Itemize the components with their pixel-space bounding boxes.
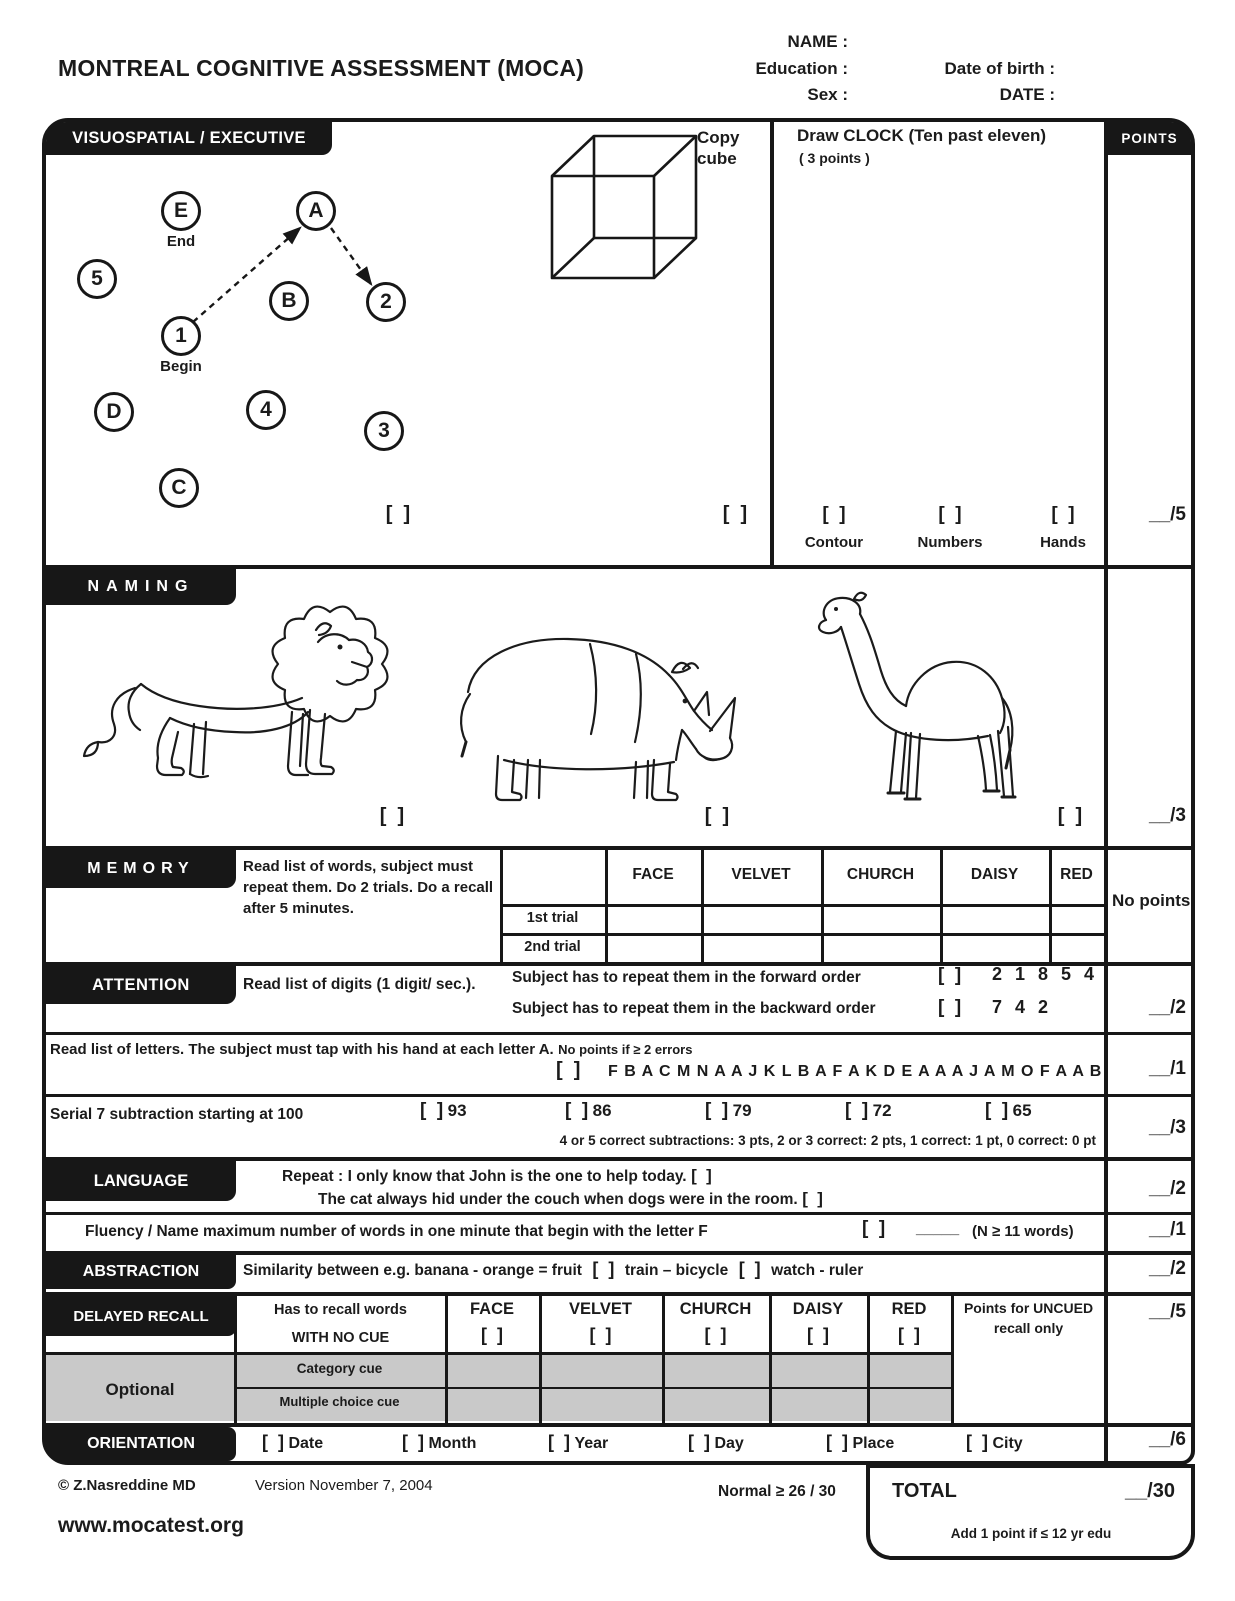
section-visuospatial-label: VISUOSPATIAL / EXECUTIVE: [46, 122, 332, 155]
recall-table-line: [234, 1387, 954, 1389]
section-orientation-label: ORIENTATION: [46, 1427, 236, 1461]
repeat-sentence-2-bracket[interactable]: [ ]: [802, 1189, 823, 1208]
name-field-label[interactable]: NAME :: [787, 32, 848, 51]
date-field-label[interactable]: DATE :: [999, 85, 1055, 104]
orientation-day-label: Day: [714, 1435, 744, 1452]
trail-node-label: 4: [260, 398, 272, 421]
serial7-value: 86: [592, 1101, 612, 1120]
serial7-bracket[interactable]: [ ]: [420, 1100, 444, 1121]
trail-begin-label: Begin: [160, 358, 202, 375]
dob-field-label[interactable]: Date of birth :: [944, 59, 1055, 78]
repeat-prefix: Repeat :: [282, 1168, 344, 1185]
backward-order-bracket[interactable]: [ ]: [938, 997, 962, 1018]
recall-word-face: FACE: [469, 1300, 514, 1318]
memory-trial1-label: 1st trial: [526, 910, 579, 926]
orientation-item-year: [548, 1432, 608, 1453]
memory-word-church: CHURCH: [846, 866, 915, 883]
copy-cube-label: Copy cube: [697, 128, 740, 169]
sex-field-label[interactable]: Sex :: [807, 85, 848, 104]
trail-score-bracket[interactable]: [ ]: [385, 503, 411, 525]
lion-drawing: [56, 590, 428, 805]
trail-end-label: End: [166, 233, 196, 250]
section-language-label: LANGUAGE: [46, 1161, 236, 1201]
serial7-item: [845, 1100, 892, 1122]
similarity-pair1: train – bicycle: [624, 1262, 729, 1279]
points-column-header: POINTS: [1108, 122, 1191, 155]
page-title: MONTREAL COGNITIVE ASSESSMENT (MOCA): [58, 55, 584, 81]
serial7-value: 72: [872, 1101, 892, 1120]
similarity-pair2-bracket[interactable]: [ ]: [738, 1259, 761, 1279]
recall-table-line: [46, 1352, 954, 1355]
similarity-pair2: watch - ruler: [771, 1262, 864, 1279]
memory-word-daisy: DAISY: [970, 866, 1019, 883]
cube-drawing: [540, 128, 700, 280]
fluency-criterion-note: (N ≥ 11 words): [972, 1223, 1074, 1240]
serial7-item: [705, 1100, 752, 1122]
trail-node-1[interactable]: [161, 316, 201, 356]
trail-node-B[interactable]: [269, 281, 309, 321]
serial7-value: 79: [732, 1101, 752, 1120]
trail-node-label: 1: [175, 324, 187, 347]
website-link[interactable]: www.mocatest.org: [58, 1514, 244, 1537]
education-field-label[interactable]: Education :: [755, 59, 848, 78]
points-column-divider: [1104, 122, 1108, 1461]
memory-trial2-label: 2nd trial: [524, 939, 581, 955]
serial7-bracket[interactable]: [ ]: [985, 1100, 1009, 1121]
recall-instruction-line2: WITH NO CUE: [291, 1330, 390, 1346]
memory-table-line: [821, 846, 824, 962]
similarity-pair1-bracket[interactable]: [ ]: [592, 1259, 615, 1279]
trail-node-label: 2: [380, 290, 392, 313]
memory-table-line: [500, 904, 1104, 907]
orientation-score-field[interactable]: __/6: [1149, 1429, 1186, 1450]
section-attention-label: ATTENTION: [46, 966, 236, 1004]
recall-church-bracket[interactable]: [ ]: [704, 1325, 727, 1345]
serial7-score-field[interactable]: __/3: [1149, 1117, 1186, 1138]
trail-node-5[interactable]: [77, 259, 117, 299]
clock-hands-label: Hands: [1040, 534, 1086, 551]
trail-node-2[interactable]: [366, 282, 406, 322]
section-naming-label: NAMING: [46, 569, 236, 605]
repeat-sentence-2: The cat always hid under the couch when dogs were in the room.: [318, 1191, 798, 1208]
orientation-item-day: [688, 1432, 744, 1453]
orientation-date-bracket[interactable]: [ ]: [262, 1432, 284, 1452]
recall-word-daisy: DAISY: [792, 1300, 844, 1318]
trail-node-label: B: [281, 289, 297, 312]
cube-score-bracket[interactable]: [ ]: [722, 503, 748, 525]
orientation-day-bracket[interactable]: [ ]: [688, 1432, 710, 1452]
clock-numbers-bracket[interactable]: [ ]: [938, 504, 962, 525]
trail-node-A[interactable]: [296, 191, 336, 231]
memory-instruction: Read list of words, subject must repeat them. Do 2 trials. Do a recall after 5 minutes.: [243, 858, 494, 917]
fluency-bracket[interactable]: [ ]: [862, 1218, 886, 1239]
total-box: [866, 1464, 1195, 1560]
memory-word-velvet: VELVET: [731, 866, 791, 883]
letters-error-note: No points if ≥ 2 errors: [558, 1042, 693, 1057]
trail-node-E[interactable]: [161, 191, 201, 231]
serial7-value: 65: [1012, 1101, 1032, 1120]
recall-word-velvet: VELVET: [569, 1300, 632, 1318]
letters-instruction: Read list of letters. The subject must tap with his hand at each letter A.: [50, 1041, 554, 1058]
serial7-scoring-note: 4 or 5 correct subtractions: 3 pts, 2 or 3 correct: 2 pts, 1 correct: 1 pt, 0 correct: 0 pt: [559, 1133, 1096, 1148]
section-delayed-recall-label: DELAYED RECALL: [46, 1296, 236, 1336]
clock-points-note: ( 3 points ): [799, 150, 870, 166]
multiple-choice-cue-label: Multiple choice cue: [279, 1394, 400, 1409]
memory-word-face: FACE: [632, 866, 674, 883]
orientation-item-date: [262, 1432, 323, 1453]
similarity-instruction: Similarity between e.g. banana - orange = fruit: [243, 1262, 582, 1279]
memory-table-line: [605, 846, 608, 962]
orientation-place-label: Place: [852, 1435, 895, 1452]
memory-score-note: No points: [1112, 891, 1191, 910]
fluency-instruction: Fluency / Name maximum number of words in one minute that begin with the letter F: [85, 1223, 708, 1240]
divider-repeat-fluency: [46, 1212, 1191, 1215]
recall-instruction-line1: Has to recall words: [274, 1302, 407, 1318]
recall-velvet-bracket[interactable]: [ ]: [589, 1325, 612, 1345]
visuospatial-score-field[interactable]: __/5: [1149, 504, 1186, 525]
trail-node-label: E: [173, 199, 188, 222]
trail-node-3[interactable]: [364, 411, 404, 451]
backward-digits: 7 4 2: [992, 997, 1053, 1017]
orientation-month-label: Month: [428, 1435, 477, 1452]
rhinoceros-bracket[interactable]: [ ]: [704, 805, 730, 827]
serial7-bracket[interactable]: [ ]: [565, 1100, 589, 1121]
total-label: TOTAL: [892, 1480, 957, 1502]
copyright-text: © Z.Nasreddine MD: [58, 1477, 196, 1494]
fluency-blank-line[interactable]: _____: [916, 1220, 960, 1237]
forward-order-bracket[interactable]: [ ]: [938, 965, 962, 986]
section-memory-label: MEMORY: [46, 850, 236, 888]
clock-numbers-label: Numbers: [917, 534, 983, 551]
recall-word-church: CHURCH: [679, 1300, 752, 1318]
orientation-item-city: [966, 1432, 1023, 1453]
trail-node-D[interactable]: [94, 392, 134, 432]
total-score-field[interactable]: __/30: [1124, 1480, 1175, 1502]
serial7-bracket[interactable]: [ ]: [705, 1100, 729, 1121]
serial7-value: 93: [447, 1101, 467, 1120]
orientation-year-label: Year: [574, 1435, 609, 1452]
memory-table-line: [940, 846, 943, 962]
education-bonus-note: Add 1 point if ≤ 12 yr edu: [950, 1526, 1112, 1541]
camel-bracket[interactable]: [ ]: [1057, 805, 1083, 827]
recall-red-bracket[interactable]: [ ]: [898, 1325, 920, 1345]
orientation-year-bracket[interactable]: [ ]: [548, 1432, 570, 1452]
trail-node-label: D: [106, 400, 122, 423]
orientation-item-month: [402, 1432, 476, 1453]
digits-score-field[interactable]: __/2: [1149, 997, 1186, 1018]
category-cue-label: Category cue: [296, 1361, 383, 1376]
normal-cutoff-note: Normal ≥ 26 / 30: [718, 1483, 836, 1500]
recall-table-line: [951, 1292, 954, 1423]
serial7-bracket[interactable]: [ ]: [845, 1100, 869, 1121]
clock-section-divider: [770, 122, 774, 567]
uncued-recall-note: Points for UNCUED recall only: [963, 1300, 1094, 1336]
orientation-city-bracket[interactable]: [ ]: [966, 1432, 988, 1452]
version-text: Version November 7, 2004: [255, 1477, 433, 1494]
memory-word-red: RED: [1060, 866, 1093, 883]
recall-word-red: RED: [891, 1300, 927, 1318]
memory-table-line: [701, 846, 704, 962]
letters-bracket[interactable]: [ ]: [556, 1059, 581, 1081]
trail-node-label: 3: [378, 419, 390, 442]
trail-node-C[interactable]: [159, 468, 199, 508]
camel-drawing: [790, 572, 1075, 808]
letters-sequence: F B A C M N A A J K L B A F A K D E A A A J A M O F A A B: [608, 1063, 1103, 1080]
clock-contour-label: Contour: [804, 534, 864, 551]
forward-digits: 2 1 8 5 4: [992, 964, 1099, 984]
repeat-score-field[interactable]: __/2: [1149, 1178, 1186, 1199]
orientation-item-place: [826, 1432, 894, 1453]
optional-label: Optional: [105, 1380, 175, 1399]
serial7-item: [985, 1100, 1032, 1122]
backward-order-label: Subject has to repeat them in the backward order: [512, 1000, 876, 1017]
section-abstraction-label: ABSTRACTION: [46, 1255, 236, 1289]
recall-daisy-bracket[interactable]: [ ]: [807, 1325, 829, 1345]
naming-score-field[interactable]: __/3: [1149, 805, 1186, 826]
orientation-month-bracket[interactable]: [ ]: [402, 1432, 424, 1452]
trail-node-label: A: [308, 199, 324, 222]
clock-instruction: Draw CLOCK (Ten past eleven): [797, 126, 1047, 145]
letters-score-field[interactable]: __/1: [1149, 1058, 1186, 1079]
lion-bracket[interactable]: [ ]: [379, 805, 405, 827]
clock-contour-bracket[interactable]: [ ]: [822, 504, 846, 525]
serial7-item: [565, 1100, 612, 1122]
divider-digits-letters: [46, 1032, 1191, 1035]
repeat-sentence-1-bracket[interactable]: [ ]: [691, 1166, 712, 1185]
orientation-city-label: City: [992, 1435, 1023, 1452]
orientation-place-bracket[interactable]: [ ]: [826, 1432, 848, 1452]
clock-hands-bracket[interactable]: [ ]: [1051, 504, 1075, 525]
memory-table-line: [1049, 846, 1052, 962]
trail-node-4[interactable]: [246, 390, 286, 430]
forward-order-label: Subject has to repeat them in the forward order: [512, 969, 861, 986]
orientation-date-label: Date: [288, 1435, 324, 1452]
serial7-label: Serial 7 subtraction starting at 100: [50, 1106, 304, 1123]
serial7-item: [420, 1100, 467, 1122]
divider-letters-serial: [46, 1094, 1191, 1097]
repeat-sentence-1: I only know that John is the one to help today.: [347, 1168, 687, 1185]
memory-table-line: [500, 933, 1104, 936]
fluency-score-field[interactable]: __/1: [1149, 1219, 1186, 1240]
abstraction-score-field[interactable]: __/2: [1149, 1258, 1186, 1279]
recall-face-bracket[interactable]: [ ]: [481, 1325, 503, 1345]
trail-node-label: C: [171, 476, 187, 499]
rhinoceros-drawing: [438, 612, 786, 804]
digits-instruction: Read list of digits (1 digit/ sec.).: [243, 976, 476, 993]
trail-node-label: 5: [91, 267, 103, 290]
recall-score-field[interactable]: __/5: [1149, 1301, 1186, 1322]
